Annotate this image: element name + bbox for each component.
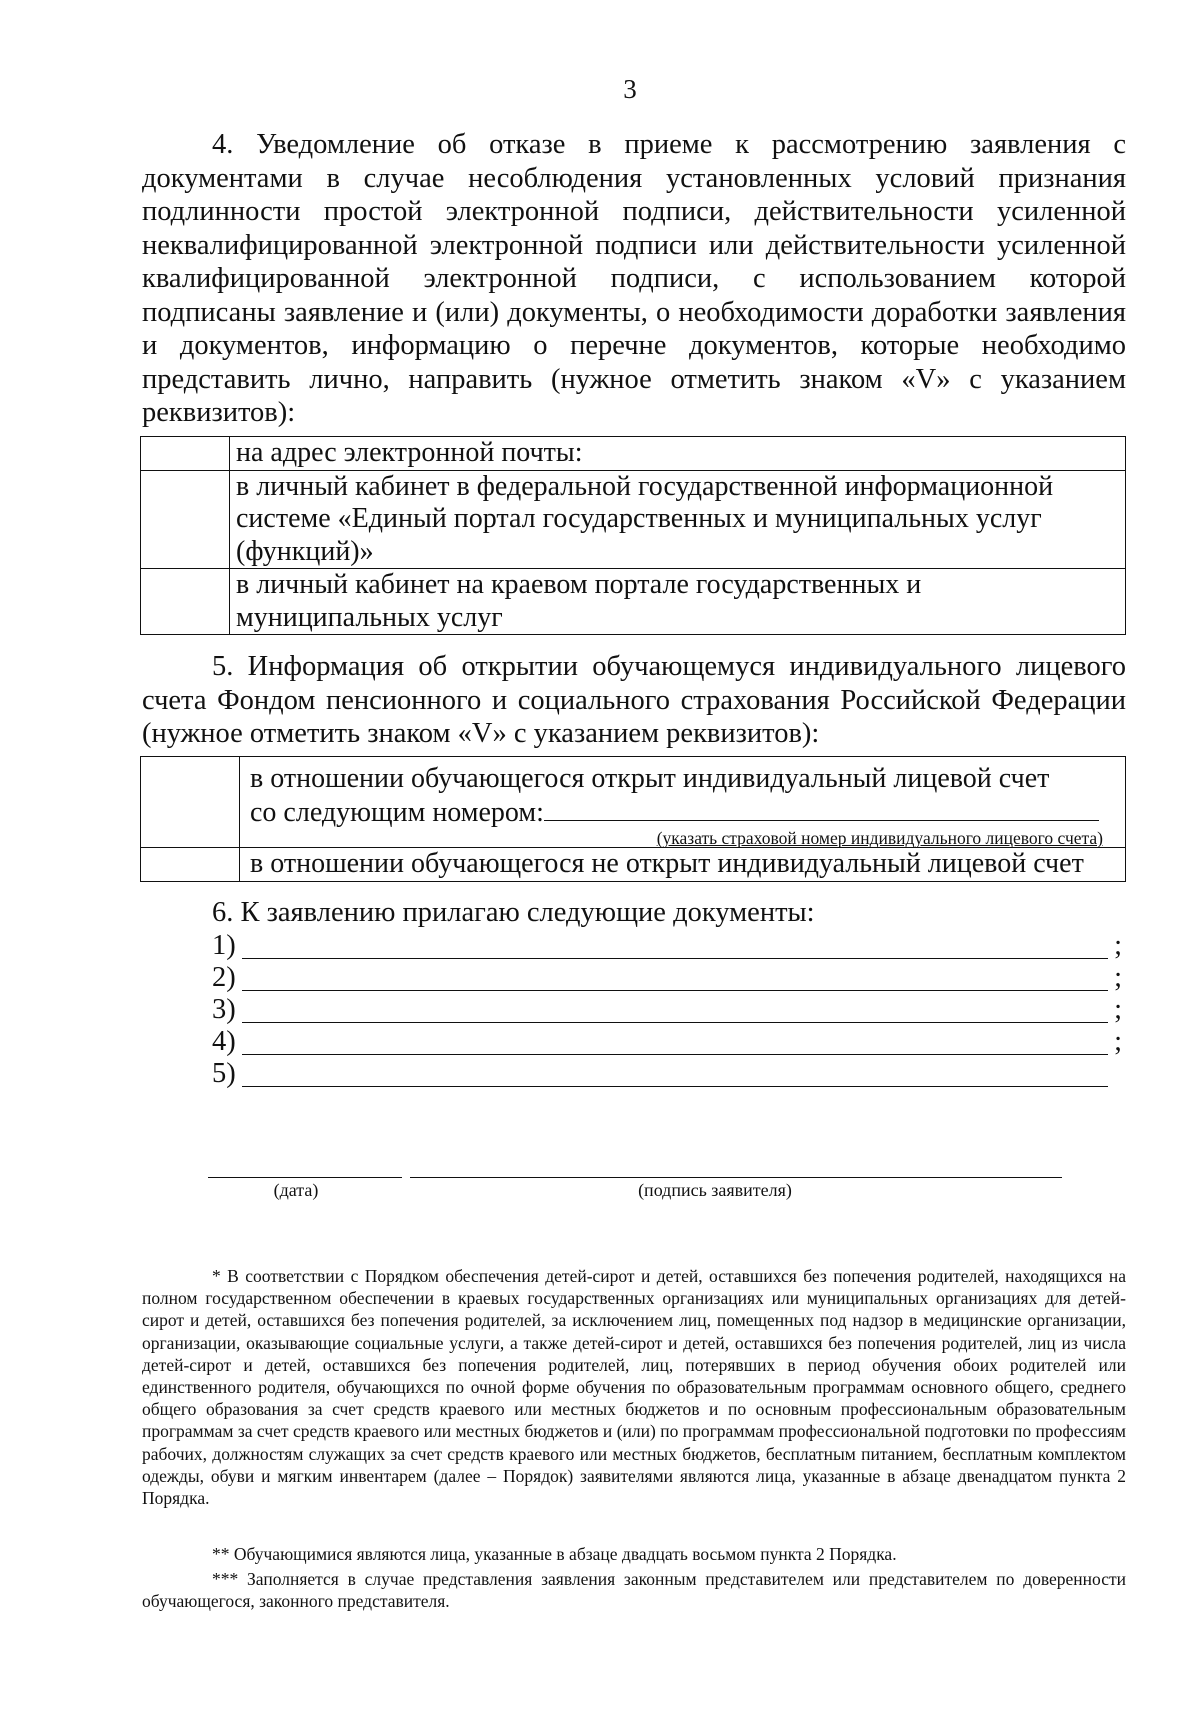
option-row bbox=[141, 437, 1126, 471]
attachment-field[interactable] bbox=[242, 990, 1108, 991]
option-label-account-opened: в отношении обучающегося открыт индивидуальный лицевой счет bbox=[250, 763, 1050, 794]
option-row bbox=[141, 848, 1126, 882]
section-6-heading: 6. К заявлению прилагаю следующие документы: bbox=[212, 897, 815, 928]
attachment-line[interactable] bbox=[212, 930, 1122, 963]
date-caption: (дата) bbox=[273, 1180, 319, 1200]
attachment-number: 1) bbox=[212, 930, 236, 961]
signature-caption: (подпись заявителя) bbox=[638, 1180, 792, 1200]
attachment-separator: ; bbox=[1114, 930, 1122, 961]
attachment-field[interactable] bbox=[242, 1086, 1108, 1087]
option-account-opened bbox=[240, 757, 1126, 848]
account-number-field[interactable] bbox=[544, 796, 1099, 821]
section-5-paragraph: 5. Информация об открытии обучающемуся индивидуального лицевого счета Фондом пенсионного и социального страхования Российской Федерации (нужное отметить знаком «V» с указанием реквизитов): bbox=[142, 651, 1126, 749]
footnote-3: *** Заполняется в случае представления заявления законным представителем или представителем по доверенности обучающегося, законного представителя. bbox=[142, 1569, 1126, 1612]
option-checkbox-account-not-opened[interactable] bbox=[141, 848, 240, 882]
account-number-hint: (указать страховой номер индивидуального лицевого счета) bbox=[656, 828, 1103, 848]
attachment-separator: ; bbox=[1114, 994, 1122, 1025]
attachment-separator: ; bbox=[1114, 1026, 1122, 1057]
attachment-line[interactable] bbox=[212, 1058, 1122, 1091]
footnote-1: * В соответствии с Порядком обеспечения детей-сирот и детей, оставшихся без попечения родителей, находящихся на полном государственном обеспечении в краевых государственных организациях или муниципальных организациях для детей-сирот и детей, оставшихся без попечения родителей, за исключением лиц, помещенных под надзор в медицинские организации, организации, оказывающие социальные услуги, а также детей-сирот и детей, оставшихся без попечения родителей, лиц из числа детей-сирот и детей, оставшихся без попечения родителей, лиц, потерявших в период обучения обоих родителей или единственного родителя, обучающихся по очной форме обучения по образовательным программам основного общего, среднего общего образования за счет средств краевого или местных бюджетов и по основным профессиональным образовательным программам за счет средств краевого или местных бюджетов и (или) по программам профессиональной подготовки по профессиям рабочих, должностям служащих за счет средств краевого или местных бюджетов, бесплатным питанием, бесплатным комплектом одежды, обуви и мягким инвентарем (далее – Порядок) заявителями являются лица, указанные в абзаце двенадцатом пункта 2 Порядка. bbox=[142, 1266, 1126, 1509]
attachment-line[interactable] bbox=[212, 1026, 1122, 1059]
option-label-gosuslugi: в личный кабинет в федеральной государственной информационной системе «Единый портал государственных и муниципальных услуг (функций)» bbox=[230, 470, 1126, 569]
account-number-line bbox=[250, 796, 1119, 830]
account-number-label: со следующим номером: bbox=[250, 796, 544, 828]
option-checkbox-regional-portal[interactable] bbox=[141, 569, 230, 635]
attachment-number: 5) bbox=[212, 1058, 236, 1089]
option-checkbox-email[interactable] bbox=[141, 437, 230, 471]
attachment-number: 4) bbox=[212, 1026, 236, 1057]
attachment-line[interactable] bbox=[212, 962, 1122, 995]
signature-field[interactable] bbox=[410, 1177, 1062, 1178]
attachment-number: 2) bbox=[212, 962, 236, 993]
attachment-field[interactable] bbox=[242, 1022, 1108, 1023]
option-checkbox-account-opened[interactable] bbox=[141, 757, 240, 848]
option-checkbox-gosuslugi[interactable] bbox=[141, 470, 230, 569]
section-4-paragraph: 4. Уведомление об отказе в приеме к рассмотрению заявления с документами в случае несоблюдения установленных условий признания подлинности простой электронной подписи, действительности усиленной неквалифицированной электронной подписи или действительности усиленной квалифицированной электронной подписи, с использованием которой подписаны заявление и (или) документы, о необходимости доработки заявления и документов, информацию о перечне документов, которые необходимо представить лично, направить (нужное отметить знаком «V» с указанием реквизитов): bbox=[142, 129, 1126, 428]
date-field[interactable] bbox=[208, 1177, 402, 1178]
attachment-field[interactable] bbox=[242, 1054, 1108, 1055]
page-number: 3 bbox=[623, 74, 637, 104]
footnote-2: ** Обучающимися являются лица, указанные в абзаце двадцать восьмом пункта 2 Порядка. bbox=[212, 1544, 897, 1564]
attachment-number: 3) bbox=[212, 994, 236, 1025]
attachment-separator: ; bbox=[1114, 962, 1122, 993]
account-options-table bbox=[140, 756, 1126, 882]
attachment-field[interactable] bbox=[242, 958, 1108, 959]
option-label-regional-portal: в личный кабинет на краевом портале государственных и муниципальных услуг bbox=[230, 569, 1126, 635]
option-row bbox=[141, 470, 1126, 569]
option-label-account-not-opened: в отношении обучающегося не открыт индивидуальный лицевой счет bbox=[240, 848, 1126, 882]
option-row bbox=[141, 569, 1126, 635]
notification-options-table bbox=[140, 436, 1126, 635]
option-label-email: на адрес электронной почты: bbox=[230, 437, 1126, 471]
attachment-line[interactable] bbox=[212, 994, 1122, 1027]
option-row bbox=[141, 757, 1126, 848]
